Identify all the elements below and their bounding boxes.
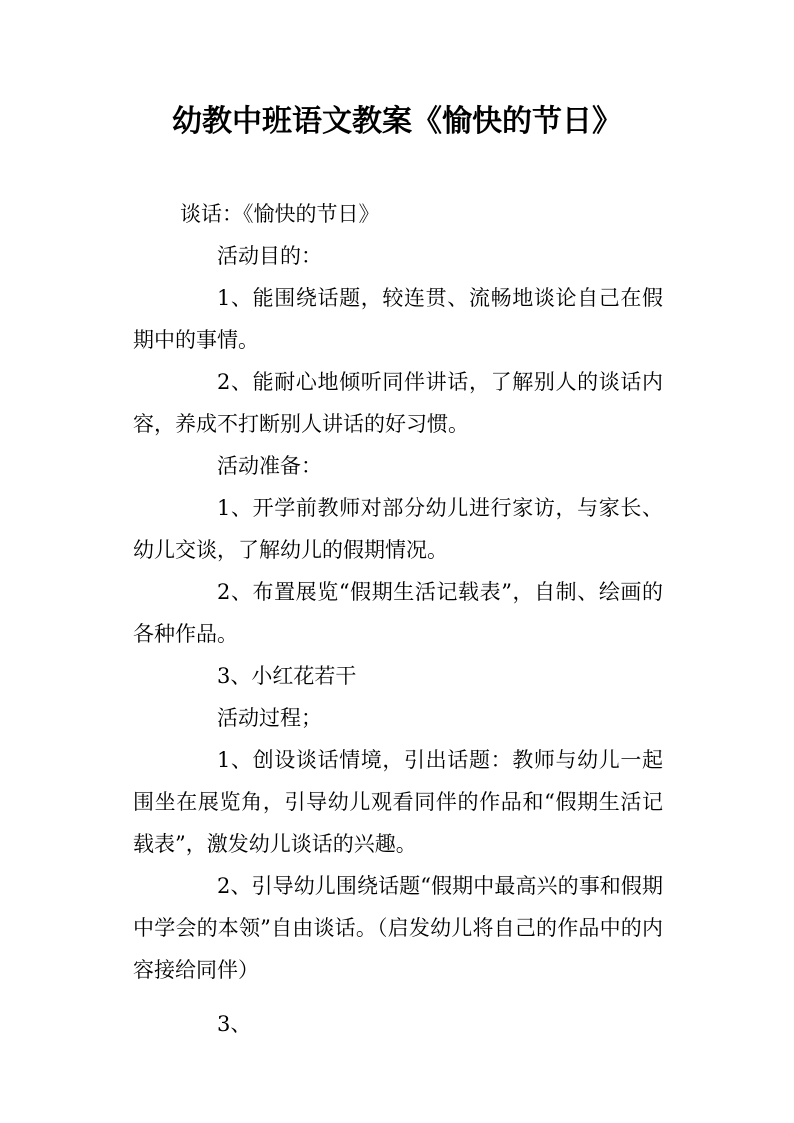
document-body xyxy=(133,193,663,1045)
process-item-2: 2、引导幼儿围绕话题“假期中最高兴的事和假期中学会的本领”自由谈话。（启发幼儿将自己的作品中的内容接给同伴） xyxy=(133,874,663,982)
document-title: 幼教中班语文教案《愉快的节日》 xyxy=(172,104,622,139)
preparation-item-2: 2、布置展览“假期生活记载表”，自制、绘画的各种作品。 xyxy=(133,580,663,646)
section-heading-preparation: 活动准备： xyxy=(217,454,322,478)
preparation-item-3: 3、小红花若干 xyxy=(217,664,357,688)
section-heading-process: 活动过程； xyxy=(217,706,322,730)
goal-item-1: 1、能围绕话题，较连贯、流畅地谈论自己在假期中的事情。 xyxy=(133,286,663,352)
process-item-3: 3、 xyxy=(217,1012,252,1036)
section-heading-goals: 活动目的： xyxy=(217,244,322,268)
process-item-1: 1、创设谈话情境，引出话题：教师与幼儿一起围坐在展览角，引导幼儿观看同伴的作品和“假期生活记载表”，激发幼儿谈话的兴趣。 xyxy=(133,748,663,856)
goal-item-2: 2、能耐心地倾听同伴讲话，了解别人的谈话内容，养成不打断别人讲话的好习惯。 xyxy=(133,370,663,436)
subtitle-paragraph: 谈话：《愉快的节日》 xyxy=(180,202,380,226)
preparation-item-1: 1、开学前教师对部分幼儿进行家访，与家长、幼儿交谈，了解幼儿的假期情况。 xyxy=(133,496,663,562)
